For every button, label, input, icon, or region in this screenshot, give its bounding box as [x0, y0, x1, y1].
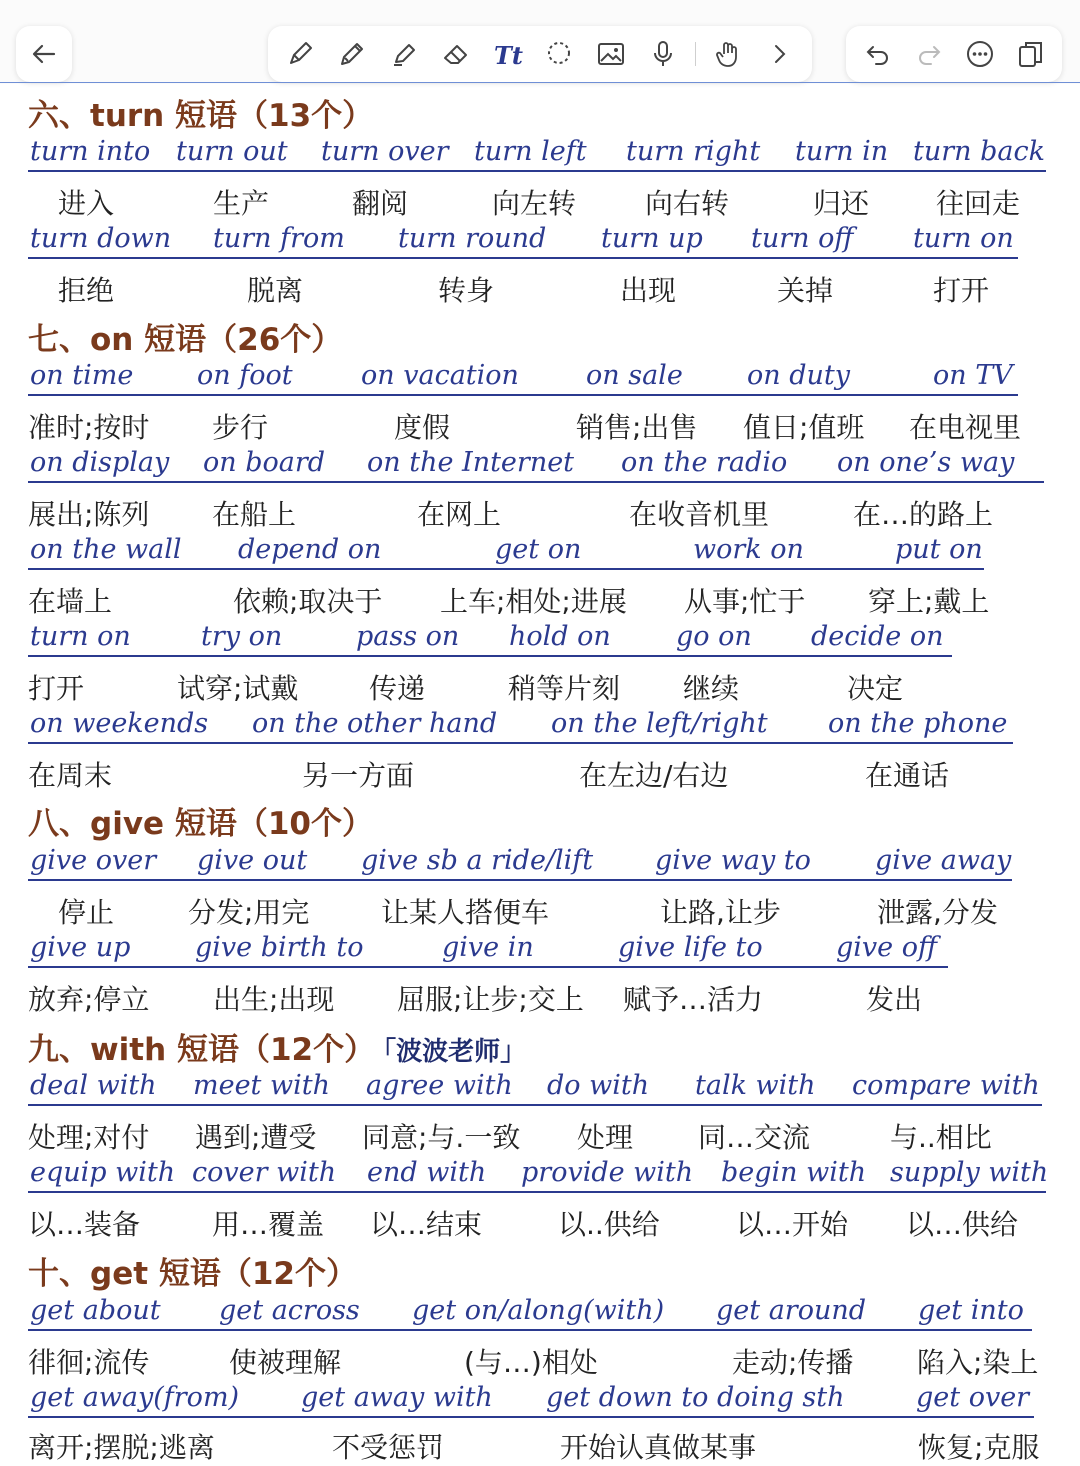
back-button[interactable]: [16, 26, 72, 82]
english-phrase: on display: [30, 447, 170, 478]
section-title: 十、get 短语（12个）: [28, 1256, 357, 1292]
chinese-meaning: 在左边/右边: [579, 759, 729, 792]
chinese-meaning: 用…覆盖: [212, 1208, 325, 1241]
chinese-meaning: 在周末: [28, 759, 113, 792]
english-phrase: give way to: [655, 845, 811, 876]
chinese-meaning: 徘徊;流传: [28, 1346, 150, 1379]
english-phrase: on foot: [197, 360, 293, 391]
english-phrase: turn out: [176, 136, 288, 167]
history-tools: [846, 26, 1062, 82]
english-phrase: give out: [197, 845, 308, 876]
english-phrase: on time: [30, 360, 134, 391]
english-phrase: get on: [495, 534, 582, 565]
chinese-meaning: 在收音机里: [629, 498, 770, 531]
section-title: 七、on 短语（26个）: [28, 322, 343, 358]
note-canvas[interactable]: [0, 86, 1080, 1464]
english-phrase: hold on: [509, 621, 611, 652]
english-phrase: give in: [442, 932, 534, 963]
english-phrase: turn down: [30, 223, 172, 254]
chinese-meaning: 赋予…活力: [623, 983, 764, 1016]
english-phrase: meet with: [193, 1070, 330, 1101]
english-phrase: turn from: [213, 223, 345, 254]
english-phrase: give birth to: [195, 932, 364, 963]
english-phrase: on TV: [933, 360, 1013, 391]
english-phrase: turn up: [601, 223, 703, 254]
english-phrase: cover with: [192, 1157, 337, 1188]
chinese-meaning: 走动;传播: [732, 1346, 854, 1379]
eraser-icon[interactable]: [436, 34, 476, 74]
chinese-meaning: 转身: [438, 274, 495, 307]
english-phrase: put on: [895, 534, 983, 565]
toolbar-divider-line: [0, 82, 1080, 83]
toolbar: [0, 0, 1080, 84]
english-phrase: talk with: [695, 1070, 816, 1101]
english-phrase: end with: [367, 1157, 487, 1188]
pencil-icon[interactable]: [332, 34, 372, 74]
chinese-meaning: 处理: [577, 1121, 634, 1154]
english-phrase: pass on: [356, 621, 460, 652]
english-phrase: turn back: [913, 136, 1045, 167]
chinese-meaning: 以…结束: [370, 1208, 483, 1241]
phrase-underline: [28, 481, 1044, 483]
english-phrase: get into: [918, 1295, 1024, 1326]
chinese-meaning: 以..供给: [558, 1208, 660, 1241]
chinese-meaning: 屈服;让步;交上: [397, 983, 584, 1016]
chinese-meaning: 试穿;试戴: [177, 672, 299, 705]
chinese-meaning: (与…)相处: [464, 1346, 598, 1379]
phrase-underline: [28, 655, 952, 657]
toolbar-divider: [695, 42, 696, 66]
chinese-meaning: 继续: [683, 672, 740, 705]
microphone-icon[interactable]: [643, 34, 683, 74]
english-phrase: get away with: [301, 1382, 493, 1413]
chinese-meaning: 生产: [213, 187, 270, 220]
english-phrase: turn into: [30, 136, 151, 167]
chinese-meaning: 度假: [394, 411, 451, 444]
chinese-meaning: 脱离: [247, 274, 304, 307]
chinese-meaning: 进入: [58, 187, 115, 220]
phrase-underline: [28, 879, 1012, 881]
english-phrase: supply with: [890, 1157, 1049, 1188]
english-phrase: on sale: [586, 360, 683, 391]
chinese-meaning: 打开: [28, 672, 85, 705]
english-phrase: on vacation: [361, 360, 519, 391]
english-phrase: go on: [676, 621, 752, 652]
section-title: 八、give 短语（10个）: [28, 806, 373, 842]
chinese-meaning: 放弃;停立: [28, 983, 150, 1016]
english-phrase: compare with: [852, 1070, 1040, 1101]
chinese-meaning: 让某人搭便车: [381, 896, 550, 929]
chinese-meaning: 销售;出售: [576, 411, 698, 444]
chinese-meaning: 离开;摆脱;逃离: [28, 1431, 215, 1464]
english-phrase: get over: [916, 1382, 1030, 1413]
chinese-meaning: 同意;与.一致: [362, 1121, 521, 1154]
english-phrase: on the wall: [30, 534, 182, 565]
phrase-underline: [28, 170, 1046, 172]
english-phrase: give life to: [618, 932, 763, 963]
english-phrase: on the radio: [621, 447, 788, 478]
chinese-meaning: 穿上;戴上: [868, 585, 990, 618]
pages-icon[interactable]: [1011, 34, 1051, 74]
chevron-right-icon[interactable]: [760, 34, 800, 74]
drawing-tools: [268, 26, 812, 82]
chinese-meaning: 以…供给: [906, 1208, 1019, 1241]
english-phrase: on the other hand: [252, 708, 498, 739]
english-phrase: turn off: [751, 223, 854, 254]
chinese-meaning: 另一方面: [302, 759, 415, 792]
phrase-underline: [28, 742, 1013, 744]
chinese-meaning: 在…的路上: [853, 498, 994, 531]
english-phrase: provide with: [521, 1157, 694, 1188]
chinese-meaning: 与..相比: [890, 1121, 992, 1154]
english-phrase: on the left/right: [551, 708, 768, 739]
english-phrase: on duty: [747, 360, 851, 391]
chinese-meaning: 关掉: [777, 274, 834, 307]
english-phrase: turn right: [626, 136, 761, 167]
chinese-meaning: 处理;对付: [28, 1121, 150, 1154]
english-phrase: begin with: [721, 1157, 867, 1188]
chinese-meaning: 在通话: [865, 759, 950, 792]
english-phrase: work on: [693, 534, 804, 565]
english-phrase: get down to doing sth: [546, 1382, 845, 1413]
chinese-meaning: 让路,让步: [660, 896, 781, 929]
chinese-meaning: 在电视里: [909, 411, 1022, 444]
english-phrase: get about: [30, 1295, 161, 1326]
chinese-meaning: 打开: [933, 274, 990, 307]
english-phrase: get away(from): [30, 1382, 240, 1413]
english-phrase: get across: [219, 1295, 360, 1326]
english-phrase: on the Internet: [367, 447, 575, 478]
chinese-meaning: 在墙上: [28, 585, 113, 618]
chinese-meaning: 不受惩罚: [332, 1431, 445, 1464]
english-phrase: turn in: [795, 136, 889, 167]
english-phrase: deal with: [30, 1070, 157, 1101]
section-title: [28, 1024, 526, 1069]
svg-text:Tt: Tt: [493, 41, 523, 70]
english-phrase: give sb a ride/lift: [361, 845, 594, 876]
english-phrase: give off: [836, 932, 938, 963]
chinese-meaning: 值日;值班: [743, 411, 865, 444]
phrase-underline: [28, 394, 1018, 396]
chinese-meaning: 遇到;遭受: [195, 1121, 317, 1154]
chinese-meaning: 往回走: [936, 187, 1021, 220]
redo-icon[interactable]: [909, 34, 949, 74]
english-phrase: on the phone: [828, 708, 1008, 739]
chinese-meaning: 在船上: [212, 498, 297, 531]
chinese-meaning: 陷入;染上: [917, 1346, 1039, 1379]
chinese-meaning: 以…开始: [736, 1208, 849, 1241]
phrase-underline: [28, 966, 948, 968]
chinese-meaning: 出现: [620, 274, 677, 307]
highlighter-icon[interactable]: [384, 34, 424, 74]
chinese-meaning: 从事;忙于: [684, 585, 806, 618]
phrase-underline: [28, 1191, 1046, 1193]
english-phrase: turn on: [30, 621, 131, 652]
arrow-left-icon: [24, 34, 64, 74]
english-phrase: try on: [201, 621, 283, 652]
english-phrase: turn left: [474, 136, 587, 167]
chinese-meaning: 步行: [212, 411, 269, 444]
phrase-underline: [28, 257, 1018, 259]
teacher-tag: 「波波老师」: [383, 1037, 527, 1067]
english-phrase: equip with: [30, 1157, 176, 1188]
text-tool-icon[interactable]: [488, 34, 528, 74]
chinese-meaning: 稍等片刻: [508, 672, 621, 705]
chinese-meaning: 以…装备: [28, 1208, 141, 1241]
english-phrase: depend on: [238, 534, 382, 565]
chinese-meaning: 上车;相处;进展: [440, 585, 627, 618]
english-phrase: turn round: [398, 223, 547, 254]
chinese-meaning: 依赖;取决于: [233, 585, 383, 618]
english-phrase: turn over: [321, 136, 449, 167]
phrase-underline: [28, 1416, 1034, 1418]
chinese-meaning: 向左转: [492, 187, 577, 220]
chinese-meaning: 分发;用完: [188, 896, 310, 929]
english-phrase: on weekends: [30, 708, 209, 739]
chinese-meaning: 泄露,分发: [877, 896, 998, 929]
english-phrase: do with: [547, 1070, 650, 1101]
english-phrase: give up: [30, 932, 131, 963]
image-icon[interactable]: [591, 34, 631, 74]
english-phrase: give over: [30, 845, 157, 876]
lasso-icon[interactable]: [539, 34, 579, 74]
chinese-meaning: 发出: [866, 983, 923, 1016]
chinese-meaning: 使被理解: [229, 1346, 342, 1379]
chinese-meaning: 恢复;克服: [918, 1431, 1040, 1464]
more-icon[interactable]: [960, 34, 1000, 74]
chinese-meaning: 归还: [813, 187, 870, 220]
chinese-meaning: 决定: [847, 672, 904, 705]
chinese-meaning: 翻阅: [352, 187, 409, 220]
phrase-underline: [28, 1329, 1032, 1331]
section-title: 六、turn 短语（13个）: [28, 98, 374, 134]
chinese-meaning: 停止: [58, 896, 115, 929]
phrase-underline: [28, 568, 984, 570]
english-phrase: on board: [203, 447, 326, 478]
chinese-meaning: 同…交流: [698, 1121, 811, 1154]
english-phrase: decide on: [811, 621, 944, 652]
english-phrase: get around: [716, 1295, 867, 1326]
english-phrase: turn on: [913, 223, 1014, 254]
english-phrase: on one’s way: [837, 447, 1015, 478]
chinese-meaning: 传递: [369, 672, 426, 705]
chinese-meaning: 展出;陈列: [28, 498, 150, 531]
section-title-text: 九、with 短语（12个）: [28, 1032, 376, 1068]
chinese-meaning: 开始认真做某事: [560, 1431, 757, 1464]
chinese-meaning: 向右转: [645, 187, 730, 220]
chinese-meaning: 出生;出现: [213, 983, 335, 1016]
chinese-meaning: 拒绝: [58, 274, 115, 307]
chinese-meaning: 准时;按时: [28, 411, 150, 444]
chinese-meaning: 在网上: [417, 498, 502, 531]
english-phrase: agree with: [366, 1070, 513, 1101]
english-phrase: give away: [875, 845, 1012, 876]
english-phrase: get on/along(with): [412, 1295, 665, 1326]
hand-touch-icon[interactable]: [708, 34, 748, 74]
phrase-underline: [28, 1104, 1042, 1106]
pen-icon[interactable]: [280, 34, 320, 74]
undo-icon[interactable]: [858, 34, 898, 74]
